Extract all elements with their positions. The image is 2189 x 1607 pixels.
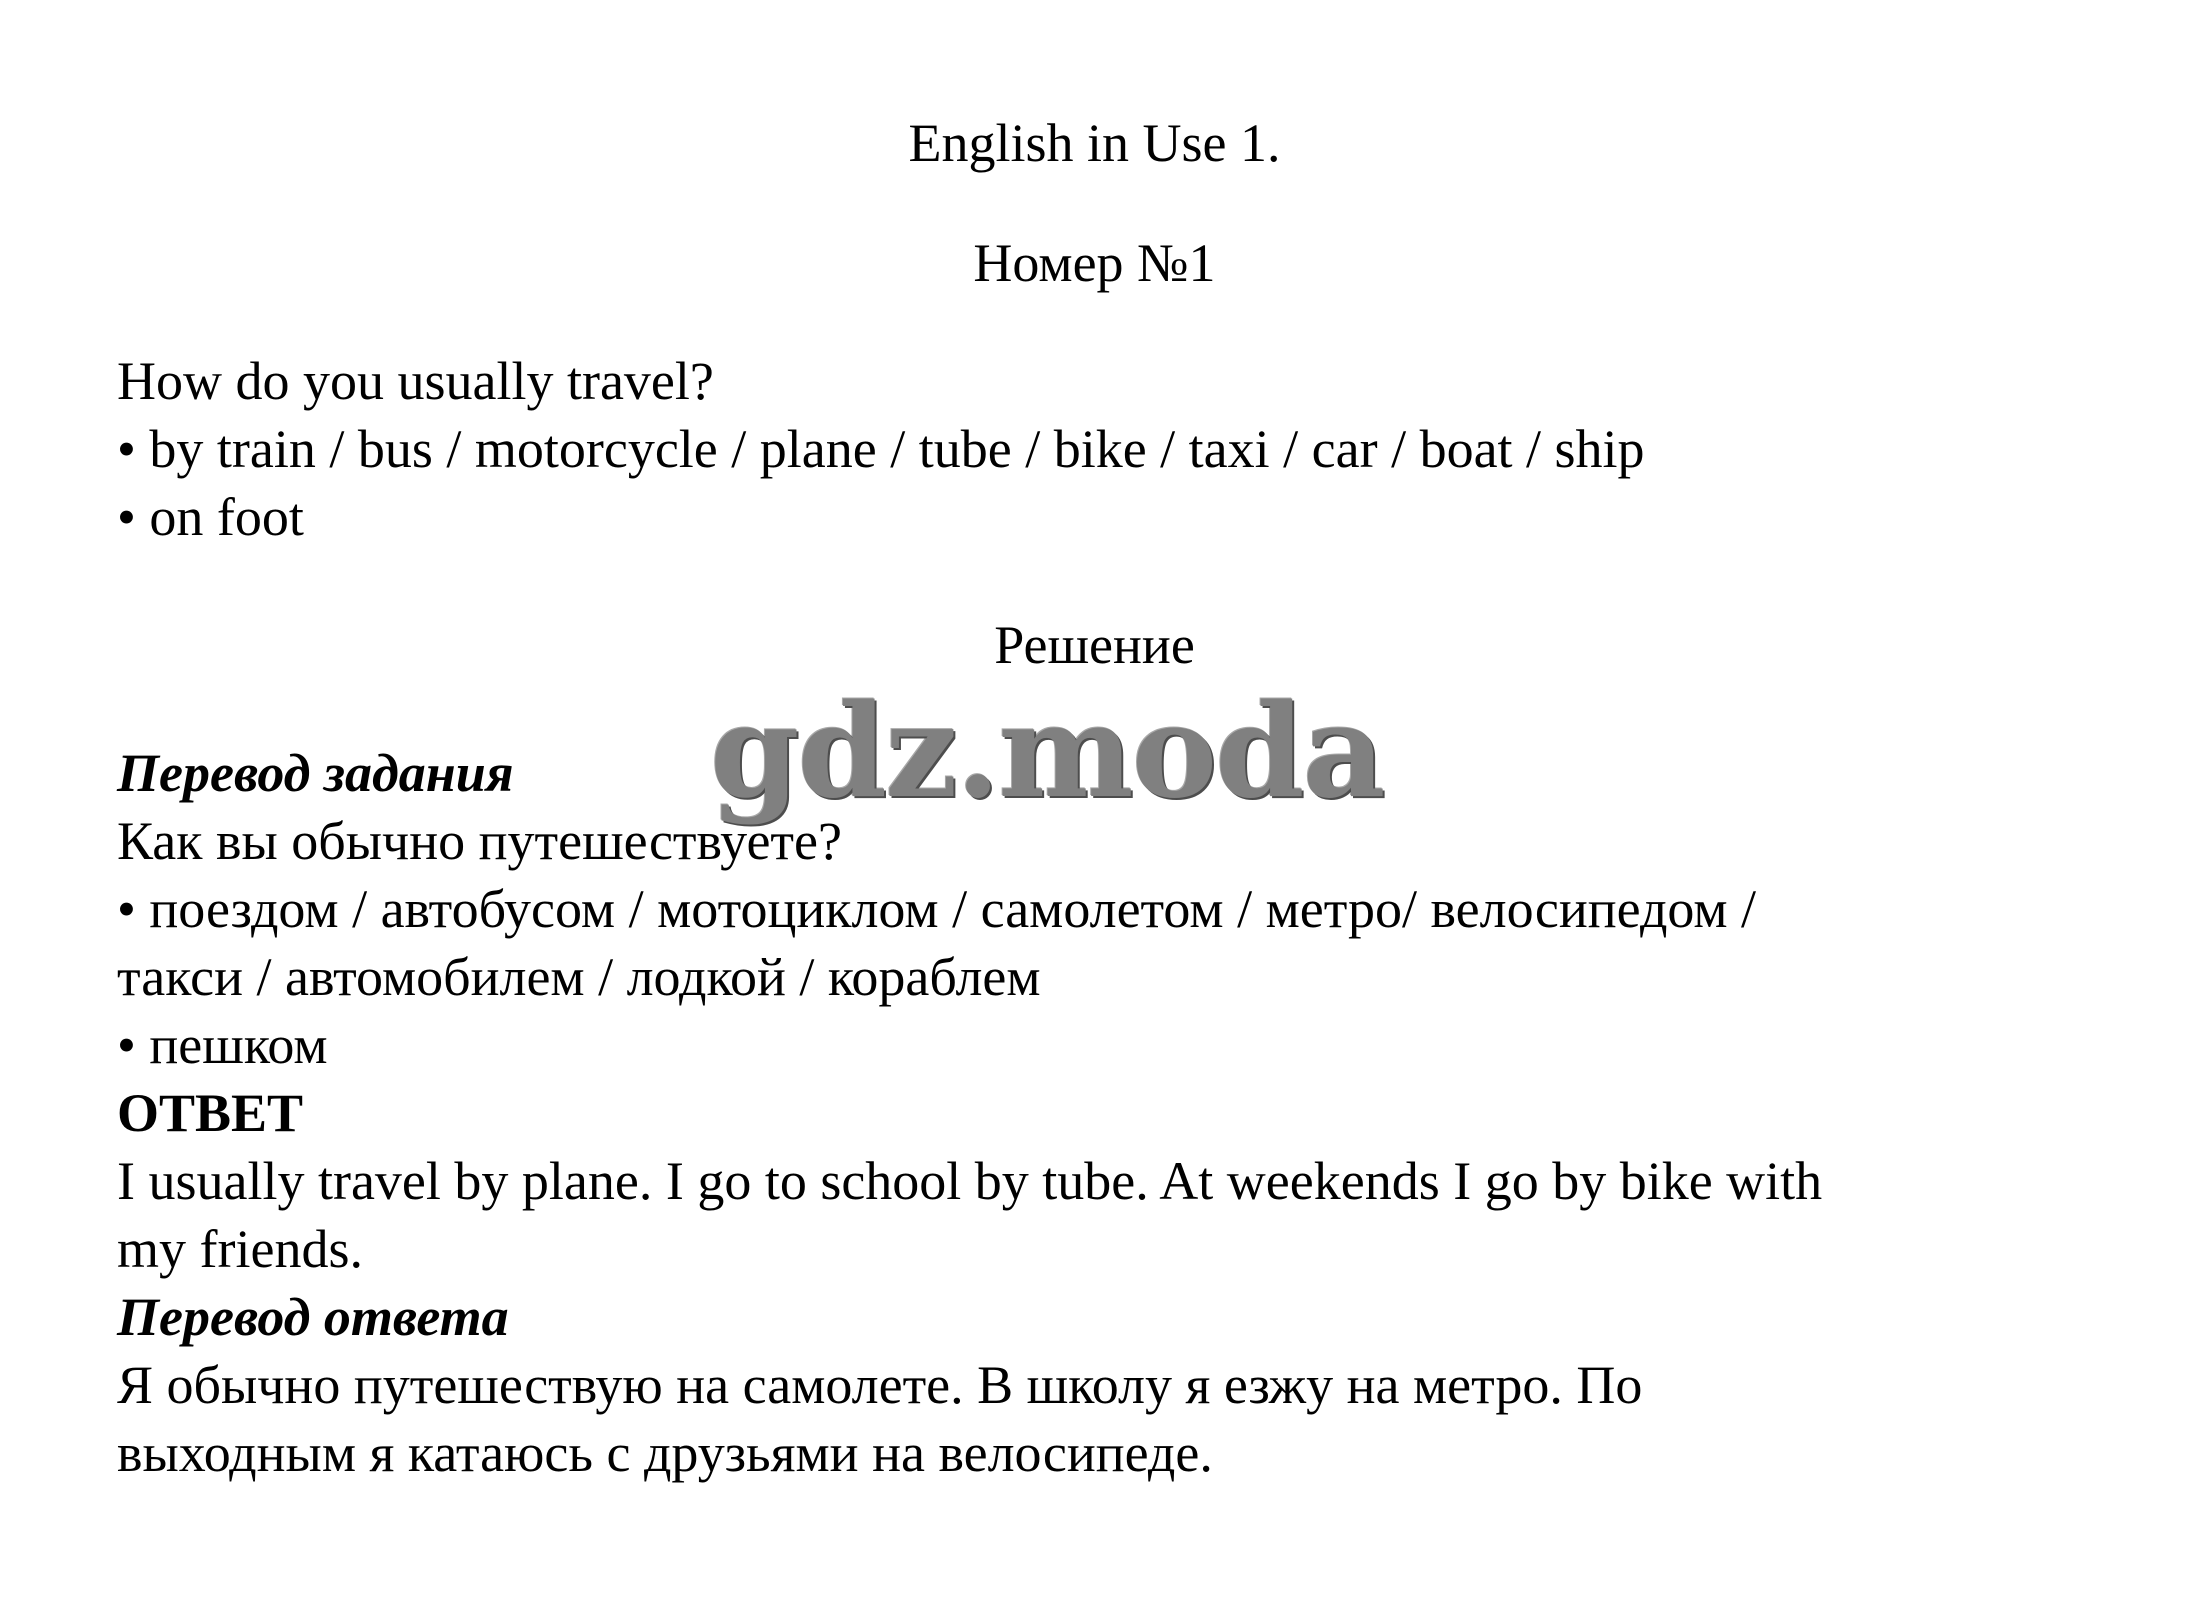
answer-translation-line-2: выходным я катаюсь с друзьями на велосипеде. — [117, 1423, 1213, 1483]
answer-translation-heading: Перевод ответа — [117, 1287, 509, 1347]
document-title: English in Use 1. — [908, 113, 1281, 173]
answer-line-2: my friends. — [117, 1219, 363, 1279]
task-question: How do you usually travel? — [117, 351, 714, 411]
task-translation-heading: Перевод задания — [117, 743, 514, 803]
task-options-line-1: • by train / bus / motorcycle / plane / tube / bike / taxi / car / boat / ship — [117, 419, 1645, 479]
task-translation-options-line-2: такси / автомобилем / лодкой / кораблем — [117, 947, 1041, 1007]
task-translation-options-line-3: • пешком — [117, 1015, 328, 1075]
answer-translation-line-1: Я обычно путешествую на самолете. В школу я езжу на метро. По — [117, 1355, 1643, 1415]
answer-heading: ОТВЕТ — [117, 1083, 304, 1143]
task-translation-question: Как вы обычно путешествуете? — [117, 811, 842, 871]
task-translation-options-line-1: • поездом / автобусом / мотоциклом / самолетом / метро/ велосипедом / — [117, 879, 1757, 939]
watermark-logo: gdz.moda — [710, 677, 1384, 827]
solution-heading: Решение — [994, 615, 1195, 675]
exercise-number: Номер №1 — [973, 233, 1216, 293]
task-options-line-2: • on foot — [117, 487, 304, 547]
answer-line-1: I usually travel by plane. I go to school by tube. At weekends I go by bike with — [117, 1151, 1823, 1211]
